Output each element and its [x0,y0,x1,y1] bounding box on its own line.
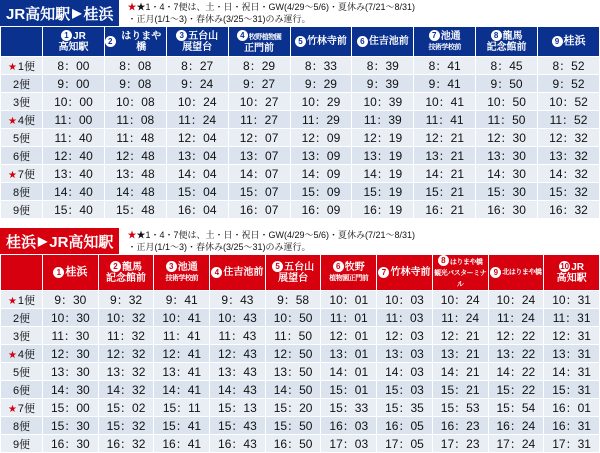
note-line-1: ★★1・4・7便は、土・日・祝日・GW(4/29～5/6)・夏休み(7/21～8/31) [127,2,416,12]
stop-number: 7 [378,267,389,278]
time-cell: 9：41 [414,75,476,93]
trip-label-cell [1,93,43,111]
table-row [1,147,600,165]
trip-label-cell [1,363,43,381]
table-row [1,435,600,453]
time-cell: 9：00 [43,75,105,93]
header-cell-stop-2: 2 はりまや橋 [104,27,166,57]
trip-label: 3便 [12,96,31,109]
time-cell: 9：41 [154,291,210,309]
time-cell: 9：24 [166,75,228,93]
time-cell: 11：50 [476,111,538,129]
table-row [1,417,600,435]
time-cell: 10：27 [228,93,290,111]
time-cell: 11：41 [414,111,476,129]
time-cell: 11：48 [104,129,166,147]
stop-number: 3 [166,261,177,272]
section-notes [119,228,600,254]
table-row [1,183,600,201]
header-cell-stop-1: 1 桂浜 [43,255,99,291]
header-cell-stop-10: 10 JR 高知駅 [544,255,600,291]
time-cell: 10：32 [98,309,154,327]
stop-number: 1 [61,30,72,41]
trip-label-cell [1,57,43,75]
trip-label-cell [1,345,43,363]
time-cell: 15：41 [154,417,210,435]
time-cell: 14：01 [321,363,377,381]
time-cell: 11：50 [265,327,321,345]
time-cell: 16：03 [321,417,377,435]
time-cell: 15：30 [43,417,99,435]
time-cell: 12：21 [432,327,488,345]
stop-number: 3 [176,30,187,41]
table-row [1,327,600,345]
time-cell: 15：00 [43,399,99,417]
time-cell: 11：39 [352,111,414,129]
header-cell-stop-2: 2 龍馬 記念館前 [98,255,154,291]
time-cell: 13：50 [265,363,321,381]
time-cell: 15：02 [98,399,154,417]
time-cell: 10：01 [321,291,377,309]
time-cell: 10：24 [166,93,228,111]
header-cell-stop-8: 8 龍馬 記念館前 [476,27,538,57]
star-icon: ★ [7,349,17,361]
stop-number: 5 [295,36,306,47]
time-cell: 12：04 [166,129,228,147]
time-cell: 13：41 [154,363,210,381]
time-cell: 11：27 [228,111,290,129]
time-cell: 12：48 [104,147,166,165]
time-cell: 13：30 [43,363,99,381]
time-cell: 8：41 [414,57,476,75]
time-cell: 10：30 [43,309,99,327]
trip-label-cell [1,291,43,309]
arrow-icon: ▶ [72,6,82,20]
time-cell: 15：31 [544,381,600,399]
star-icon: ★ [7,403,17,415]
time-cell: 15：54 [488,399,544,417]
section-title [0,228,119,254]
time-cell: 11：24 [488,309,544,327]
table-body-1 [1,57,600,219]
section-header [0,228,600,254]
header-cell-stop-5: 5 五台山 展望台 [265,255,321,291]
time-cell: 10：41 [154,309,210,327]
trip-label: 9便 [12,438,31,451]
table-row [1,201,600,219]
trip-label-cell [1,327,43,345]
timetable-jr-to-katsurahama [0,26,600,219]
trip-label: 7便 [17,402,36,415]
time-cell: 11：41 [154,327,210,345]
time-cell: 14：09 [290,165,352,183]
table-row [1,111,600,129]
time-cell: 12：32 [538,129,600,147]
time-cell: 14：50 [265,381,321,399]
stop-number: 2 [105,36,116,47]
time-cell: 8：08 [104,57,166,75]
time-cell: 8：45 [476,57,538,75]
time-cell: 11：43 [210,327,266,345]
stop-number: 1 [53,267,64,278]
trip-label-cell [1,129,43,147]
time-cell: 13：48 [104,165,166,183]
trip-label: 8便 [12,186,31,199]
time-cell: 10：52 [538,93,600,111]
time-cell: 15：53 [432,399,488,417]
table-row [1,57,600,75]
time-cell: 15：01 [321,381,377,399]
time-cell: 17：23 [432,435,488,453]
time-cell: 12：40 [43,147,105,165]
header-cell-stop-4: 4 牧野植物園 正門前 [228,27,290,57]
time-cell: 12：07 [228,129,290,147]
time-cell: 13：21 [414,147,476,165]
star-icon: ★ [7,169,17,181]
trip-label-cell [1,147,43,165]
time-cell: 15：35 [377,399,433,417]
table-row [1,399,600,417]
trip-label-cell [1,111,43,129]
trip-label: 8便 [12,420,31,433]
time-cell: 13：43 [210,363,266,381]
time-cell: 9：58 [265,291,321,309]
trip-label-cell [1,435,43,453]
title-destination: 桂浜 [83,5,114,23]
time-cell: 16：19 [352,201,414,219]
table-row [1,129,600,147]
time-cell: 11：40 [43,129,105,147]
time-cell: 10：29 [290,93,352,111]
note-line-1: ★★1・4・7便は、土・日・祝日・GW(4/29～5/6)・夏休み(7/21～8/31) [127,230,416,240]
time-cell: 14：19 [352,165,414,183]
stop-number: 9 [552,36,563,47]
table-body-2 [1,291,600,453]
header-cell-stop-1: 1 JR 高知駅 [43,27,105,57]
title-origin: 桂浜 [6,233,37,251]
trip-label: 3便 [12,330,31,343]
trip-label-cell [1,75,43,93]
time-cell: 12：30 [43,345,99,363]
trip-label: 5便 [12,366,31,379]
time-cell: 11：30 [43,327,99,345]
time-cell: 16：21 [414,201,476,219]
time-cell: 12：30 [476,129,538,147]
trip-label-cell [1,399,43,417]
stop-number: 10 [560,262,570,271]
arrow-icon: ▶ [38,234,48,248]
table-row [1,309,600,327]
star-icon: ★ [7,61,17,73]
time-cell: 11：32 [98,327,154,345]
star-icon: ★ [7,115,17,127]
trip-label: 5便 [12,132,31,145]
star-icon: ★ [127,230,137,240]
time-cell: 14：32 [98,381,154,399]
time-cell: 9：08 [104,75,166,93]
trip-label: 1便 [17,60,36,73]
time-cell: 16：30 [43,435,99,453]
header-cell-stop-9: 9 桂浜 [538,27,600,57]
time-cell: 15：48 [104,201,166,219]
time-cell: 11：00 [43,111,105,129]
time-cell: 13：31 [544,345,600,363]
section-divider [0,219,600,228]
time-cell: 14：31 [544,363,600,381]
time-cell: 16：41 [154,435,210,453]
stop-number: 9 [490,267,501,278]
time-cell: 13：32 [538,147,600,165]
time-cell: 16：07 [228,201,290,219]
trip-label-cell [1,417,43,435]
time-cell: 16：30 [476,201,538,219]
time-cell: 13：01 [321,345,377,363]
trip-label-cell [1,309,43,327]
time-cell: 13：22 [488,345,544,363]
time-cell: 9：43 [210,291,266,309]
time-cell: 13：30 [476,147,538,165]
trip-label: 4便 [17,114,36,127]
section-notes [119,0,600,26]
time-cell: 14：21 [432,363,488,381]
trip-label: 6便 [12,384,31,397]
time-cell: 9：39 [352,75,414,93]
time-cell: 9：32 [98,291,154,309]
time-cell: 8：39 [352,57,414,75]
time-cell: 12：31 [544,327,600,345]
time-cell: 12：03 [377,327,433,345]
time-cell: 15：20 [265,399,321,417]
time-cell: 10：39 [352,93,414,111]
trip-label: 6便 [12,150,31,163]
table-row [1,381,600,399]
time-cell: 16：32 [538,201,600,219]
time-cell: 8：29 [228,57,290,75]
trip-label: 4便 [17,348,36,361]
time-cell: 9：27 [228,75,290,93]
time-cell: 15：11 [154,399,210,417]
table-row [1,75,600,93]
time-cell: 13：07 [228,147,290,165]
time-cell: 10：24 [432,291,488,309]
time-cell: 16：05 [377,417,433,435]
time-cell: 16：24 [488,417,544,435]
time-cell: 15：21 [432,381,488,399]
time-cell: 14：30 [43,381,99,399]
time-cell: 12：19 [352,129,414,147]
time-cell: 10：50 [265,309,321,327]
time-cell: 12：43 [210,345,266,363]
timetable-katsurahama-to-jr [0,254,600,453]
stop-number: 6 [333,261,344,272]
time-cell: 14：48 [104,183,166,201]
time-cell: 11：24 [432,309,488,327]
table-header-row [1,27,600,57]
time-cell: 15：50 [265,417,321,435]
time-cell: 12：50 [265,345,321,363]
time-cell: 10：43 [210,309,266,327]
time-cell: 9：52 [538,75,600,93]
time-cell: 16：31 [544,417,600,435]
trip-label-cell [1,381,43,399]
time-cell: 11：52 [538,111,600,129]
trip-label-cell [1,165,43,183]
time-cell: 16：01 [544,399,600,417]
time-cell: 15：40 [43,201,105,219]
section-katsurahama-to-jr [0,228,600,453]
header-cell-stop-3: 3 五台山 展望台 [166,27,228,57]
time-cell: 15：22 [488,381,544,399]
header-cell-stop-9: 9 北はりまや橋 [488,255,544,291]
time-cell: 14：41 [154,381,210,399]
time-cell: 11：31 [544,309,600,327]
time-cell: 8：00 [43,57,105,75]
stop-number: 5 [272,261,283,272]
trip-label: 9便 [12,204,31,217]
trip-label-cell [1,183,43,201]
time-cell: 12：22 [488,327,544,345]
time-cell: 15：32 [538,183,600,201]
time-cell: 11：01 [321,309,377,327]
header-cell-stop-7: 7 池通 技術学校前 [414,27,476,57]
stop-number: 4 [211,267,222,278]
stop-number: 6 [357,36,368,47]
time-cell: 15：21 [414,183,476,201]
star-icon: ★ [127,2,137,12]
stop-number: 8 [438,255,449,266]
time-cell: 14：22 [488,363,544,381]
time-cell: 14：30 [476,165,538,183]
time-cell: 13：03 [377,345,433,363]
time-cell: 15：43 [210,417,266,435]
stop-number: 7 [429,30,440,41]
star-icon: ★ [7,295,17,307]
table-row [1,165,600,183]
time-cell: 13：04 [166,147,228,165]
header-cell-stop-6: 6 牧野 植物園正門前 [321,255,377,291]
time-cell: 15：32 [98,417,154,435]
header-cell-stop-3: 3 池通 技術学校前 [154,255,210,291]
time-cell: 10：03 [377,291,433,309]
title-destination: JR高知駅 [49,233,114,251]
stop-number: 8 [491,30,502,41]
time-cell: 9：29 [290,75,352,93]
time-cell: 14：07 [228,165,290,183]
time-cell: 17：05 [377,435,433,453]
trip-label: 7便 [17,168,36,181]
table-row [1,291,600,309]
table-row [1,93,600,111]
time-cell: 14：21 [414,165,476,183]
time-cell: 14：43 [210,381,266,399]
time-cell: 13：19 [352,147,414,165]
title-origin: JR高知駅 [6,5,71,23]
time-cell: 16：50 [265,435,321,453]
time-cell: 15：33 [321,399,377,417]
time-cell: 15：09 [290,183,352,201]
table-header-row [1,255,600,291]
stop-number: 2 [110,261,121,272]
time-cell: 15：13 [210,399,266,417]
time-cell: 14：04 [166,165,228,183]
stop-number: 4 [237,30,248,41]
time-cell: 8：52 [538,57,600,75]
time-cell: 17：31 [544,435,600,453]
time-cell: 16：23 [432,417,488,435]
time-cell: 16：43 [210,435,266,453]
time-cell: 10：24 [488,291,544,309]
time-cell: 12：01 [321,327,377,345]
trip-label: 2便 [12,312,31,325]
header-cell-trip [1,27,43,57]
time-cell: 13：09 [290,147,352,165]
time-cell: 13：40 [43,165,105,183]
time-cell: 11：08 [104,111,166,129]
table-row [1,363,600,381]
header-cell-trip [1,255,43,291]
note-line-2: ・正月(1/1～3)・春休み(3/25～31)のみ運行。 [127,14,311,24]
time-cell: 13：21 [432,345,488,363]
time-cell: 10：00 [43,93,105,111]
time-cell: 14：40 [43,183,105,201]
time-cell: 9：50 [476,75,538,93]
time-cell: 11：29 [290,111,352,129]
time-cell: 13：32 [98,363,154,381]
section-header [0,0,600,26]
time-cell: 15：07 [228,183,290,201]
trip-label: 2便 [12,78,31,91]
time-cell: 15：30 [476,183,538,201]
time-cell: 14：32 [538,165,600,183]
time-cell: 9：30 [43,291,99,309]
time-cell: 16：32 [98,435,154,453]
table-row [1,345,600,363]
time-cell: 10：31 [544,291,600,309]
time-cell: 12：21 [414,129,476,147]
note-line-2: ・正月(1/1～3)・春休み(3/25～31)のみ運行。 [127,242,311,252]
time-cell: 17：24 [488,435,544,453]
section-jr-to-katsurahama [0,0,600,219]
time-cell: 12：32 [98,345,154,363]
time-cell: 16：04 [166,201,228,219]
time-cell: 12：41 [154,345,210,363]
header-cell-stop-8: 8 はりまや橋 観光バスターミナル [432,255,488,291]
header-cell-stop-6: 6 住吉池前 [352,27,414,57]
trip-label: 1便 [17,294,36,307]
time-cell: 10：41 [414,93,476,111]
time-cell: 8：33 [290,57,352,75]
time-cell: 15：04 [166,183,228,201]
header-cell-stop-4: 4 住吉池前 [210,255,266,291]
time-cell: 10：08 [104,93,166,111]
time-cell: 10：50 [476,93,538,111]
time-cell: 11：03 [377,309,433,327]
header-cell-stop-7: 7 竹林寺前 [377,255,433,291]
time-cell: 15：03 [377,381,433,399]
time-cell: 12：09 [290,129,352,147]
time-cell: 16：09 [290,201,352,219]
time-cell: 17：03 [321,435,377,453]
section-title [0,0,119,26]
time-cell: 8：27 [166,57,228,75]
time-cell: 14：03 [377,363,433,381]
time-cell: 15：19 [352,183,414,201]
trip-label-cell [1,201,43,219]
time-cell: 11：24 [166,111,228,129]
header-cell-stop-5: 5 竹林寺前 [290,27,352,57]
